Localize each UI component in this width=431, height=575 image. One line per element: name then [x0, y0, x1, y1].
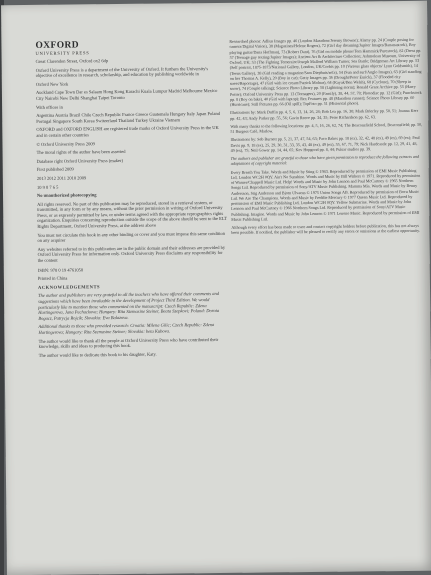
- reprint-years: 2013 2012 2011 2010 2009: [36, 175, 87, 181]
- lyrics-permissions: Every Breath You Take. Words and Music by Sting © 1983. Reproduced by permission of EMI Music Publishing Ltd, London WC2H 0QY. Ain't No Sunshine. Words and Music by Bill Withers © 1971. Reproduced by permission of Warner/Chappell Music Ltd. Help! Words and Music by John Lennon and Paul McCartney © 1965 Northern Songs Ltd. Reproduced by permission of Sony/ATV Music Publishing. Mamma Mia. Words and Music by Benny Andersson, Stig Anderson and Bjorn Ulvaeus © 1975 Union Songs AB. Reproduced by permission of Bocu Music Ltd. We Are The Champions. Words and Music by Freddie Mercury © 1977 Queen Music Ltd. Reproduced by permission of EMI Music Publishing Ltd, London WC2H 0QY. Yellow Submarine. Words and Music by John Lennon and Paul McCartney © 1966 Northern Songs Ltd. Reproduced by permission of Sony/ATV Music Publishing. Imagine. Words and Music by John Lennon © 1971 Lenono Music. Reproduced by permission of EMI Music Publishing Ltd.: [230, 167, 421, 222]
- copyright-line: © Oxford University Press 2009: [36, 140, 95, 147]
- impression-line: 10 9 8 7 6 5: [36, 184, 59, 190]
- publisher-mission: Oxford University Press is a department of the University of Oxford. It furthers the University's objective of excellence in research, scholarship, and education by publishing worldwide in: [35, 65, 209, 79]
- isbn: ISBN: 978 0 19 4761058: [37, 267, 84, 273]
- location-thanks: With many thanks to the following locations: pp. 4, 5, 16, 26, 62, 74; The Beaconsfield School, Beaconsfield; pp. 50, 51 Burgess Café, Marlow.: [230, 121, 423, 134]
- no-photocopying: No unauthorized photocopying: [36, 192, 97, 198]
- trademark-notice: OXFORD and OXFORD ENGLISH are registered trade marks of Oxford University Press in the UK and in certain other countries: [36, 125, 219, 138]
- cities-main: Oxford New York: [35, 81, 69, 87]
- printed-in: Printed in China: [37, 275, 68, 282]
- commissioned-illustrations: Illustrations by: Seb Burnett pp. 5, 21, 37, 47, 54, 63; Paco Bakes pp. 18 (ex), 32, 42, 48 (ex), 49 (ex), 69 (ex); Paul Davis pp. 9, 18 (ex), 25, 29, 30, 31, 33, 35, 43, 48 (ex), 49 (ex), 55, 67, 71, 79; Nick Hardcastle pp. 12, 29, 41, 48, 49 (ex), 75; Neil Gower pp. 14, 44, 65; Kev Hopgood pp. 8, 44; Pulsar studios pp. 39.: [230, 135, 420, 153]
- publisher-address: Great Clarendon Street, Oxford ox2 6dp: [35, 58, 109, 64]
- first-published: First published 2009: [36, 166, 74, 173]
- publisher-logo-subtitle: UNIVERSITY PRESS: [35, 50, 90, 56]
- right-column: [229, 37, 423, 238]
- dedication: The author would like to dedicate this book to his daughter, Katy.: [38, 351, 157, 358]
- acknowledgements-heading: ACKNOWLEDGEMENTS: [37, 284, 101, 290]
- copyright-holders-notice: Although every effort has been made to trace and contact copyright holders before publication, this has not always been possible. If notified, the publisher will be pleased to rectify any errors or omissions at the earliest opportunity.: [231, 222, 421, 236]
- acknowledgements-oup: The author would like to thank all the people at Oxford University Press who have contributed their knowledge, skills and ideas to producing this book.: [38, 336, 219, 350]
- rights-reserved: All rights reserved. No part of this publication may be reproduced, stored in a retrieval system, or transmitted, in any form or by any means, without the prior permission in writing of Oxford University Press, or as expressly permitted by law, or under terms agreed with the appropriate reprographics rights organization. Enquiries concerning reproduction outside the scope of the above should be sent to the ELT Rights Department, Oxford University Press, at the address above: [37, 199, 227, 229]
- copyright-page: [1, 1, 431, 575]
- acknowledgements-research: Additional thanks to those who provided research: Croatia: Milena Gilic; Czech Republic: Zdena Hartingerova; Hungary: Rita Szemasine Steiner; Slovakia: beta Kubova.: [38, 322, 215, 335]
- database-right: Database right Oxford University Press (maker): [36, 157, 124, 164]
- offices-label: With offices in: [36, 104, 63, 110]
- publisher-logo: OXFORD: [35, 40, 80, 51]
- offices-list: Argentina Austria Brazil Chile Czech Republic France Greece Guatemala Hungary Italy Japan Poland Portugal Singapore South Korea Switzerland Thailand Turkey Ukraine Vietnam: [36, 111, 221, 124]
- copyright-material-intro: The authors and publisher are grateful to those who have given permission to reproduce the following extracts and adaptations of copyright material:: [230, 153, 420, 167]
- cities-list: Auckland Cape Town Dar es Salaam Hong Kong Karachi Kuala Lumpur Madrid Melbourne Mexico City Nairobi New Delhi Shanghai Taipei Toronto: [35, 88, 218, 101]
- left-column: [35, 39, 228, 361]
- binding-notice: You must not circulate this book in any other binding or cover and you must impose this same condition on any acquirer: [37, 230, 225, 244]
- photo-credits: Researched photos: Adlius Images pp. 46 (London Marathon/Jeremy Browne); Alamy pp. 24 (Couple posing for camera/Digital Vision), 38 (Magazines/Helene Rogers), 72 (Girl day dreaming/Jupiter Images/Bananastock), Boy playing guitar/Dana Hoffman), 73 (Robert Dant), 76 (Girl on mobile phone/Tom Hammick/Purestock), 82 (Dress pp. 57 (Teenage guy texting/Jupiter Images); Ancient Art & Architecture Collection; Ashmolean Museum, University of Oxford, UK; 53 (The Fighting Temeraire/Joseph Mallord William Turner, Sea Battle; Bridgeman Art Library pp. 53 (Self portrait, 1875-1873/National Gallery, London, UK/Corbis pp. 10 (Various glass objects/ Lynn Goldsmith), 14 (Teens Gallery), 38 (Girl reading a magazine/Sam Diephuis/zefa), 54 (Sun and surf/Anglo Images), 63 (Girl standing on her Thomas A. Kelly), 20 (Boy in car); Getty Images pp. 36 (Drought/Peter Essick), 37 (Flooded city street/Reportage), 47 (Girl with ice cream/Patrick Molnar), 64 (Kayak/Ben Welsh), 68 (Cyclone), 70 (Sheep in snow), 74 (Couple talking); Science Photo Library pp. 58 (Lightning storm); Ronald Grant Archive pp. 55 (Harry Potter); Oxford University Press pp. 13 (Teenagers), 20 (Family), 38, 44, 57, 78; Photodisc pp. 12 (Girl); Punchstock pp. 8 (Boy on bike), 40 (Girl with laptop); Rex Features pp. 48 (Marathon runner); Science Photo Library pp. 60 (Hurricane); Still Pictures pp. 66 (Oil spill); TopFoto pp. 51 (Historical photo).: [229, 36, 422, 107]
- moral-rights: The moral rights of the author have been asserted: [36, 149, 126, 156]
- illustration-credits: Illustrations by: Mark Duffin pp. 4, 5, 6, 13, 14, 26, 28; Bob Lea pp. 16, 30; Mark Brierley pp. 50, 51; Joanna Kerr pp. 42, 43; Andy Parker pp. 55, 56; Gavin Reece pp. 34, 35; Peter Richardson pp. 62, 63.: [230, 108, 419, 121]
- website-disclaimer: Any websites referred to in this publication are in the public domain and their addresses are provided by Oxford University Press for information only. Oxford University Press disclaims any responsibility for the content: [37, 244, 226, 263]
- acknowledgements-teachers: The author and publishers are very grateful to all the teachers who have offered their comments and suggestions which have been invaluable in the development of Project Third Edition. We would particularly like to mention those who commented on the manuscript: Czech Republic: Zdena Hartingerova, Jana Pechackova; Hungary: Rita Szemasine Steiner, Beata Szepkovi; Poland: Dorota Bogacz, Patrycja Rojcik; Slovakia: Eva Balazova.: [38, 291, 220, 321]
